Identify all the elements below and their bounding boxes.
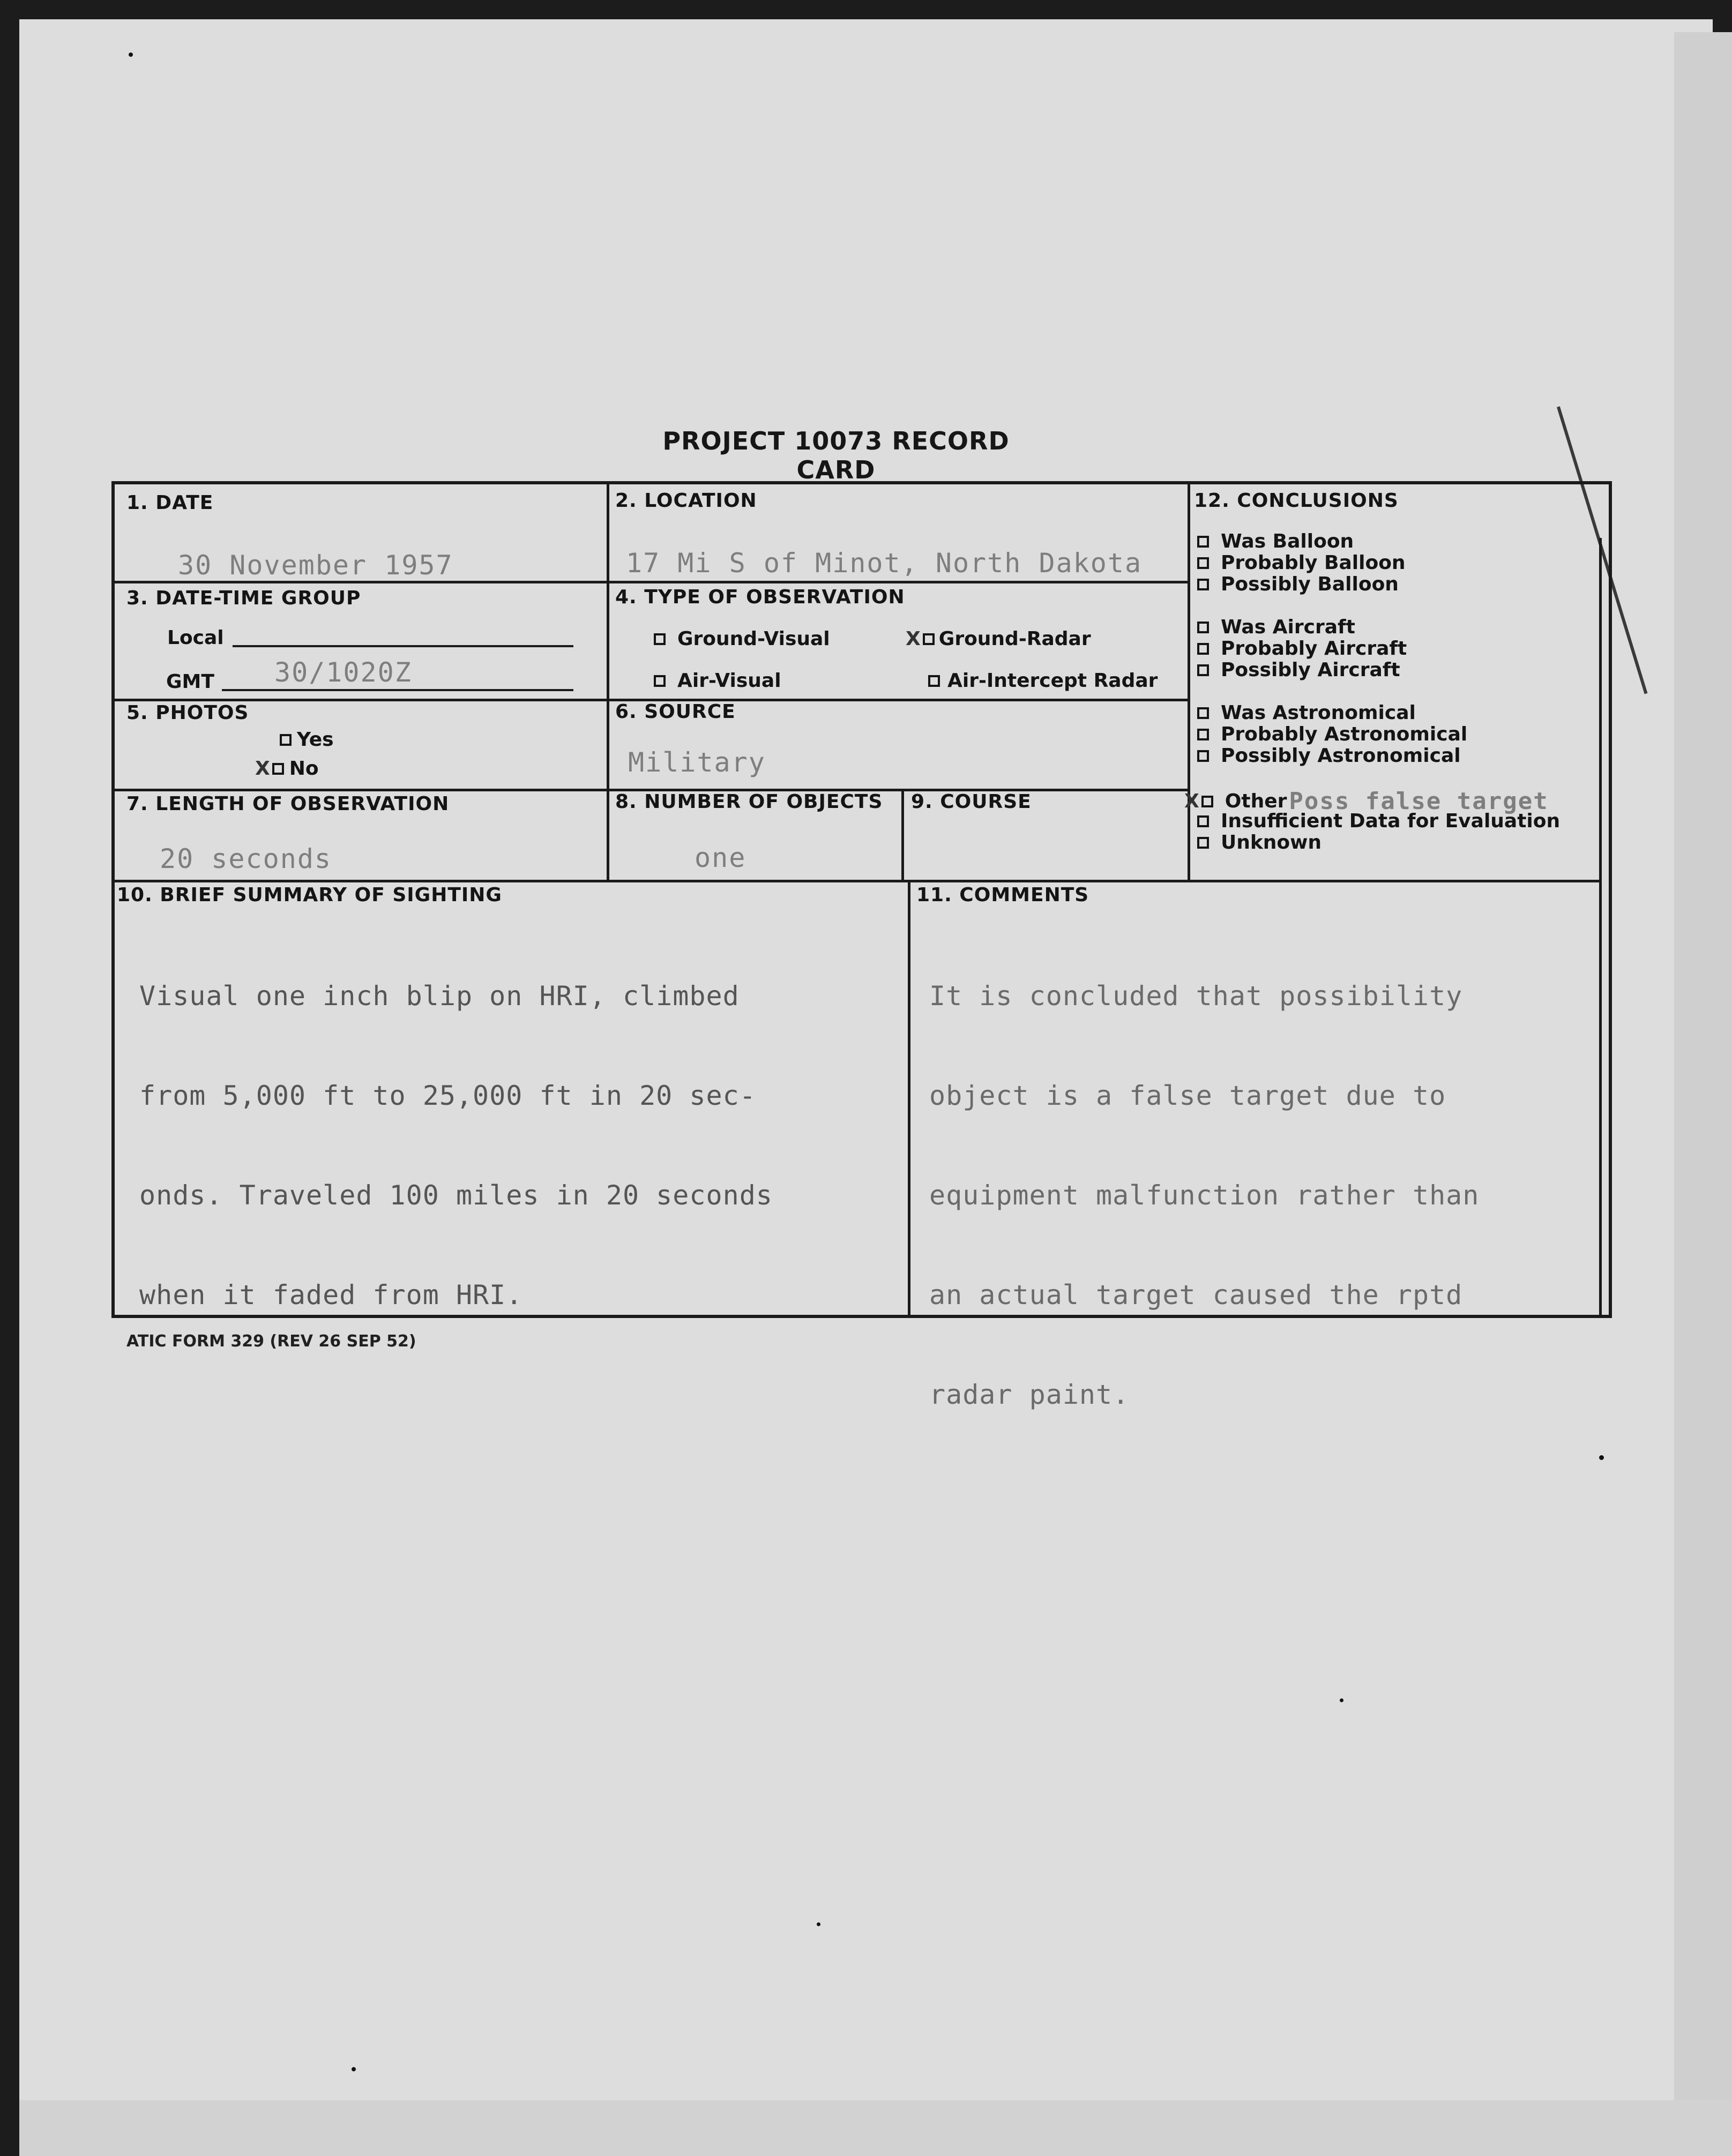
form-title: PROJECT 10073 RECORD CARD [662, 426, 1010, 484]
conclusion-other-value: Poss false target [1289, 788, 1549, 815]
checkbox[interactable] [1197, 707, 1209, 719]
comments-label: 11. COMMENTS [916, 884, 1089, 906]
comments-line: object is a false target due to [929, 1080, 1446, 1111]
conclusion-was-astronomical[interactable]: Was Astronomical [1197, 702, 1416, 724]
checkbox[interactable] [1197, 622, 1209, 633]
checkbox[interactable] [1197, 579, 1209, 590]
photos-label: 5. PHOTOS [126, 702, 249, 724]
summary-line: when it faded from HRI. [139, 1279, 523, 1311]
conclusions-label: 12. CONCLUSIONS [1194, 490, 1399, 512]
type-obs-label: 4. TYPE OF OBSERVATION [615, 586, 905, 608]
divider [901, 789, 904, 881]
speck [817, 1922, 820, 1926]
checkbox[interactable] [1197, 815, 1209, 827]
divider [1599, 538, 1602, 1318]
checkbox[interactable] [272, 763, 284, 775]
divider [908, 881, 910, 1318]
location-label: 2. LOCATION [615, 490, 757, 512]
gmt-label: GMT [166, 671, 214, 693]
conclusion-was-aircraft[interactable]: Was Aircraft [1197, 616, 1355, 638]
summary-line: onds. Traveled 100 miles in 20 seconds [139, 1180, 773, 1211]
speck [352, 2067, 356, 2071]
conclusion-possibly-balloon[interactable]: Possibly Balloon [1197, 573, 1399, 595]
conclusion-probably-balloon[interactable]: Probably Balloon [1197, 552, 1406, 574]
conclusion-probably-astronomical[interactable]: Probably Astronomical [1197, 723, 1467, 745]
conclusion-possibly-aircraft[interactable]: Possibly Aircraft [1197, 659, 1400, 681]
type-obs-ground-visual[interactable]: Ground-Visual [654, 628, 830, 650]
conclusion-other[interactable]: X Other Poss false target [1184, 788, 1549, 815]
length-value: 20 seconds [160, 843, 332, 874]
location-value: 17 Mi S of Minot, North Dakota [626, 548, 1143, 579]
checkbox[interactable] [1197, 729, 1209, 740]
conclusion-possibly-astronomical[interactable]: Possibly Astronomical [1197, 745, 1461, 767]
photos-no[interactable]: X No [255, 758, 319, 780]
checkbox[interactable] [1197, 837, 1209, 849]
type-obs-air-intercept-radar[interactable]: Air-Intercept Radar [928, 670, 1158, 692]
gmt-underline [222, 689, 573, 691]
conclusion-unknown[interactable]: Unknown [1197, 832, 1322, 854]
source-label: 6. SOURCE [615, 701, 736, 723]
divider [115, 581, 1188, 583]
check-mark: X [1184, 790, 1199, 812]
comments-line: radar paint. [929, 1379, 1130, 1410]
checkbox[interactable] [1197, 536, 1209, 548]
num-objects-value: one [695, 842, 746, 873]
divider [115, 880, 1602, 882]
date-label: 1. DATE [126, 492, 214, 514]
checkbox[interactable] [1197, 750, 1209, 762]
source-value: Military [628, 747, 766, 778]
length-label: 7. LENGTH OF OBSERVATION [126, 793, 450, 815]
paper-edge-bottom [19, 2100, 1732, 2156]
paper-edge-right [1674, 32, 1732, 2156]
check-mark: X [906, 628, 921, 650]
type-obs-ground-radar[interactable]: X Ground-Radar [906, 628, 1091, 650]
speck [1340, 1698, 1343, 1702]
local-label: Local [167, 627, 224, 649]
type-obs-air-visual[interactable]: Air-Visual [654, 670, 781, 692]
checkbox[interactable] [1201, 796, 1213, 807]
conclusion-was-balloon[interactable]: Was Balloon [1197, 530, 1354, 552]
date-value: 30 November 1957 [178, 550, 453, 581]
checkbox[interactable] [923, 633, 935, 645]
summary-label: 10. BRIEF SUMMARY OF SIGHTING [117, 884, 502, 906]
checkbox[interactable] [928, 675, 940, 687]
comments-line: It is concluded that possibility [929, 980, 1463, 1012]
checkbox[interactable] [1197, 664, 1209, 676]
checkbox[interactable] [654, 675, 666, 687]
summary-line: Visual one inch blip on HRI, climbed [139, 980, 740, 1012]
course-label: 9. COURSE [911, 791, 1032, 813]
divider [1188, 484, 1190, 881]
checkbox[interactable] [654, 633, 666, 645]
comments-line: an actual target caused the rptd [929, 1279, 1463, 1311]
num-objects-label: 8. NUMBER OF OBJECTS [615, 791, 883, 813]
comments-text [929, 913, 1479, 1478]
speck [1599, 1455, 1604, 1460]
checkbox[interactable] [1197, 643, 1209, 655]
checkbox[interactable] [280, 734, 292, 746]
gmt-value: 30/1020Z [274, 657, 412, 688]
checkbox[interactable] [1197, 557, 1209, 569]
conclusion-probably-aircraft[interactable]: Probably Aircraft [1197, 638, 1407, 660]
comments-line: equipment malfunction rather than [929, 1180, 1480, 1211]
form-number: ATIC FORM 329 (REV 26 SEP 52) [126, 1332, 416, 1351]
check-mark: X [255, 758, 270, 780]
photos-yes[interactable]: Yes [280, 729, 334, 751]
divider [607, 484, 609, 881]
summary-line: from 5,000 ft to 25,000 ft in 20 sec- [139, 1080, 756, 1111]
conclusion-insufficient-data[interactable]: Insufficient Data for Evaluation [1197, 810, 1560, 832]
local-underline [233, 645, 573, 647]
summary-text [139, 913, 773, 1378]
speck [129, 53, 133, 57]
dtg-label: 3. DATE-TIME GROUP [126, 587, 361, 609]
